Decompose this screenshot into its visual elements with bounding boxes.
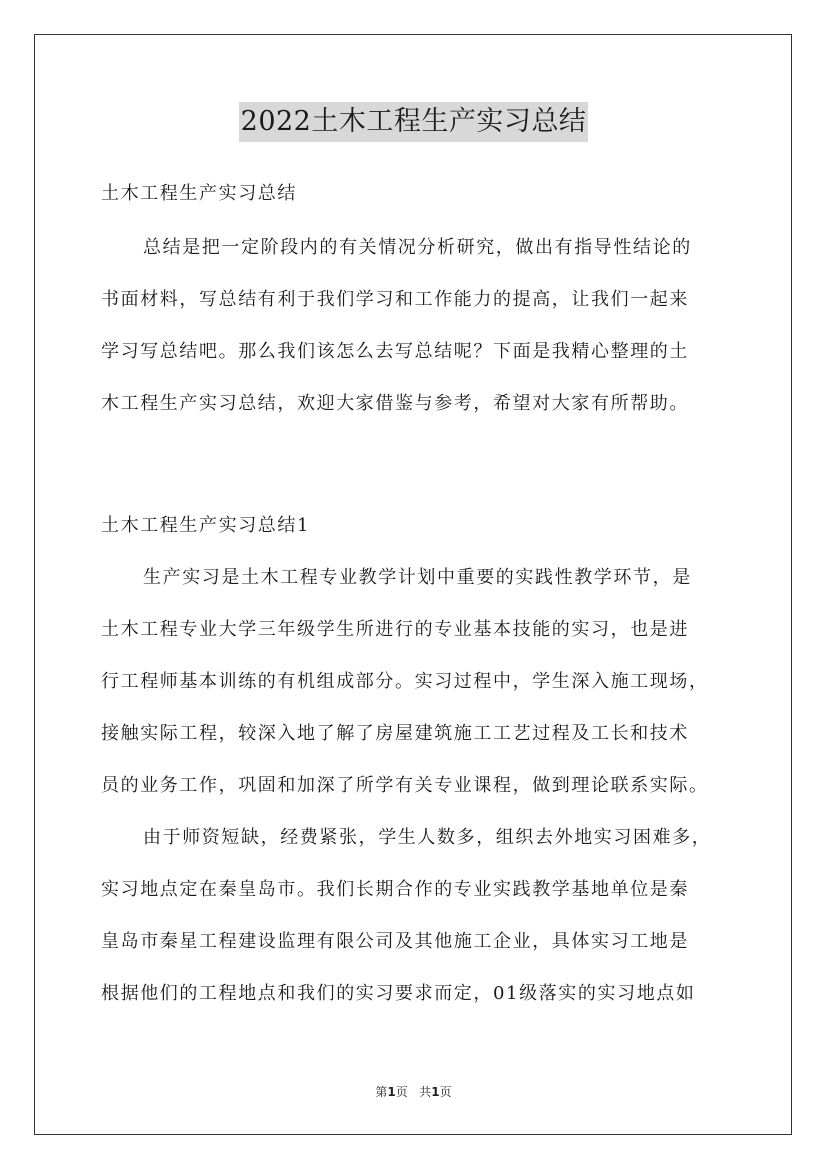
intro-line: 书面材料，写总结有利于我们学习和工作能力的提高，让我们一起来 xyxy=(101,289,689,310)
document-title: 2022土木工程生产实习总结 xyxy=(239,102,589,142)
paragraph-line: 土木工程专业大学三年级学生所进行的专业基本技能的实习，也是进 xyxy=(101,619,689,640)
paragraph-line: 由于师资短缺，经费紧张，学生人数多，组织去外地实习困难多， xyxy=(143,827,712,848)
intro-line: 总结是把一定阶段内的有关情况分析研究，做出有指导性结论的 xyxy=(143,237,692,258)
page-number: 1 xyxy=(387,1085,396,1099)
paragraph-line: 皇岛市秦星工程建设监理有限公司及其他施工企业，具体实习工地是 xyxy=(101,931,689,952)
page-footer xyxy=(0,1082,827,1102)
total-prefix: 共 xyxy=(419,1085,432,1099)
total-pages: 1 xyxy=(431,1085,440,1099)
title-container xyxy=(0,102,827,142)
subtitle: 土木工程生产实习总结 xyxy=(101,183,297,204)
total-suffix: 页 xyxy=(439,1085,452,1099)
document-body xyxy=(101,176,729,1020)
paragraph-line: 生产实习是土木工程专业教学计划中重要的实践性教学环节，是 xyxy=(143,567,692,588)
intro-line: 木工程生产实习总结，欢迎大家借鉴与参考，希望对大家有所帮助。 xyxy=(101,393,689,414)
intro-line: 学习写总结吧。那么我们该怎么去写总结呢？下面是我精心整理的土 xyxy=(101,341,689,362)
paragraph-line: 员的业务工作，巩固和加深了所学有关专业课程，做到理论联系实际。 xyxy=(101,775,709,796)
paragraph-line: 行工程师基本训练的有机组成部分。实习过程中，学生深入施工现场， xyxy=(101,671,709,692)
page-prefix: 第 xyxy=(375,1085,388,1099)
page-suffix: 页 xyxy=(395,1085,408,1099)
paragraph-line: 根据他们的工程地点和我们的实习要求而定，01级落实的实习地点如 xyxy=(101,983,696,1004)
section-heading: 土木工程生产实习总结1 xyxy=(101,515,311,536)
spacer xyxy=(101,430,729,500)
paragraph-line: 接触实际工程，较深入地了解了房屋建筑施工工艺过程及工长和技术 xyxy=(101,723,689,744)
paragraph-line: 实习地点定在秦皇岛市。我们长期合作的专业实践教学基地单位是秦 xyxy=(101,879,689,900)
